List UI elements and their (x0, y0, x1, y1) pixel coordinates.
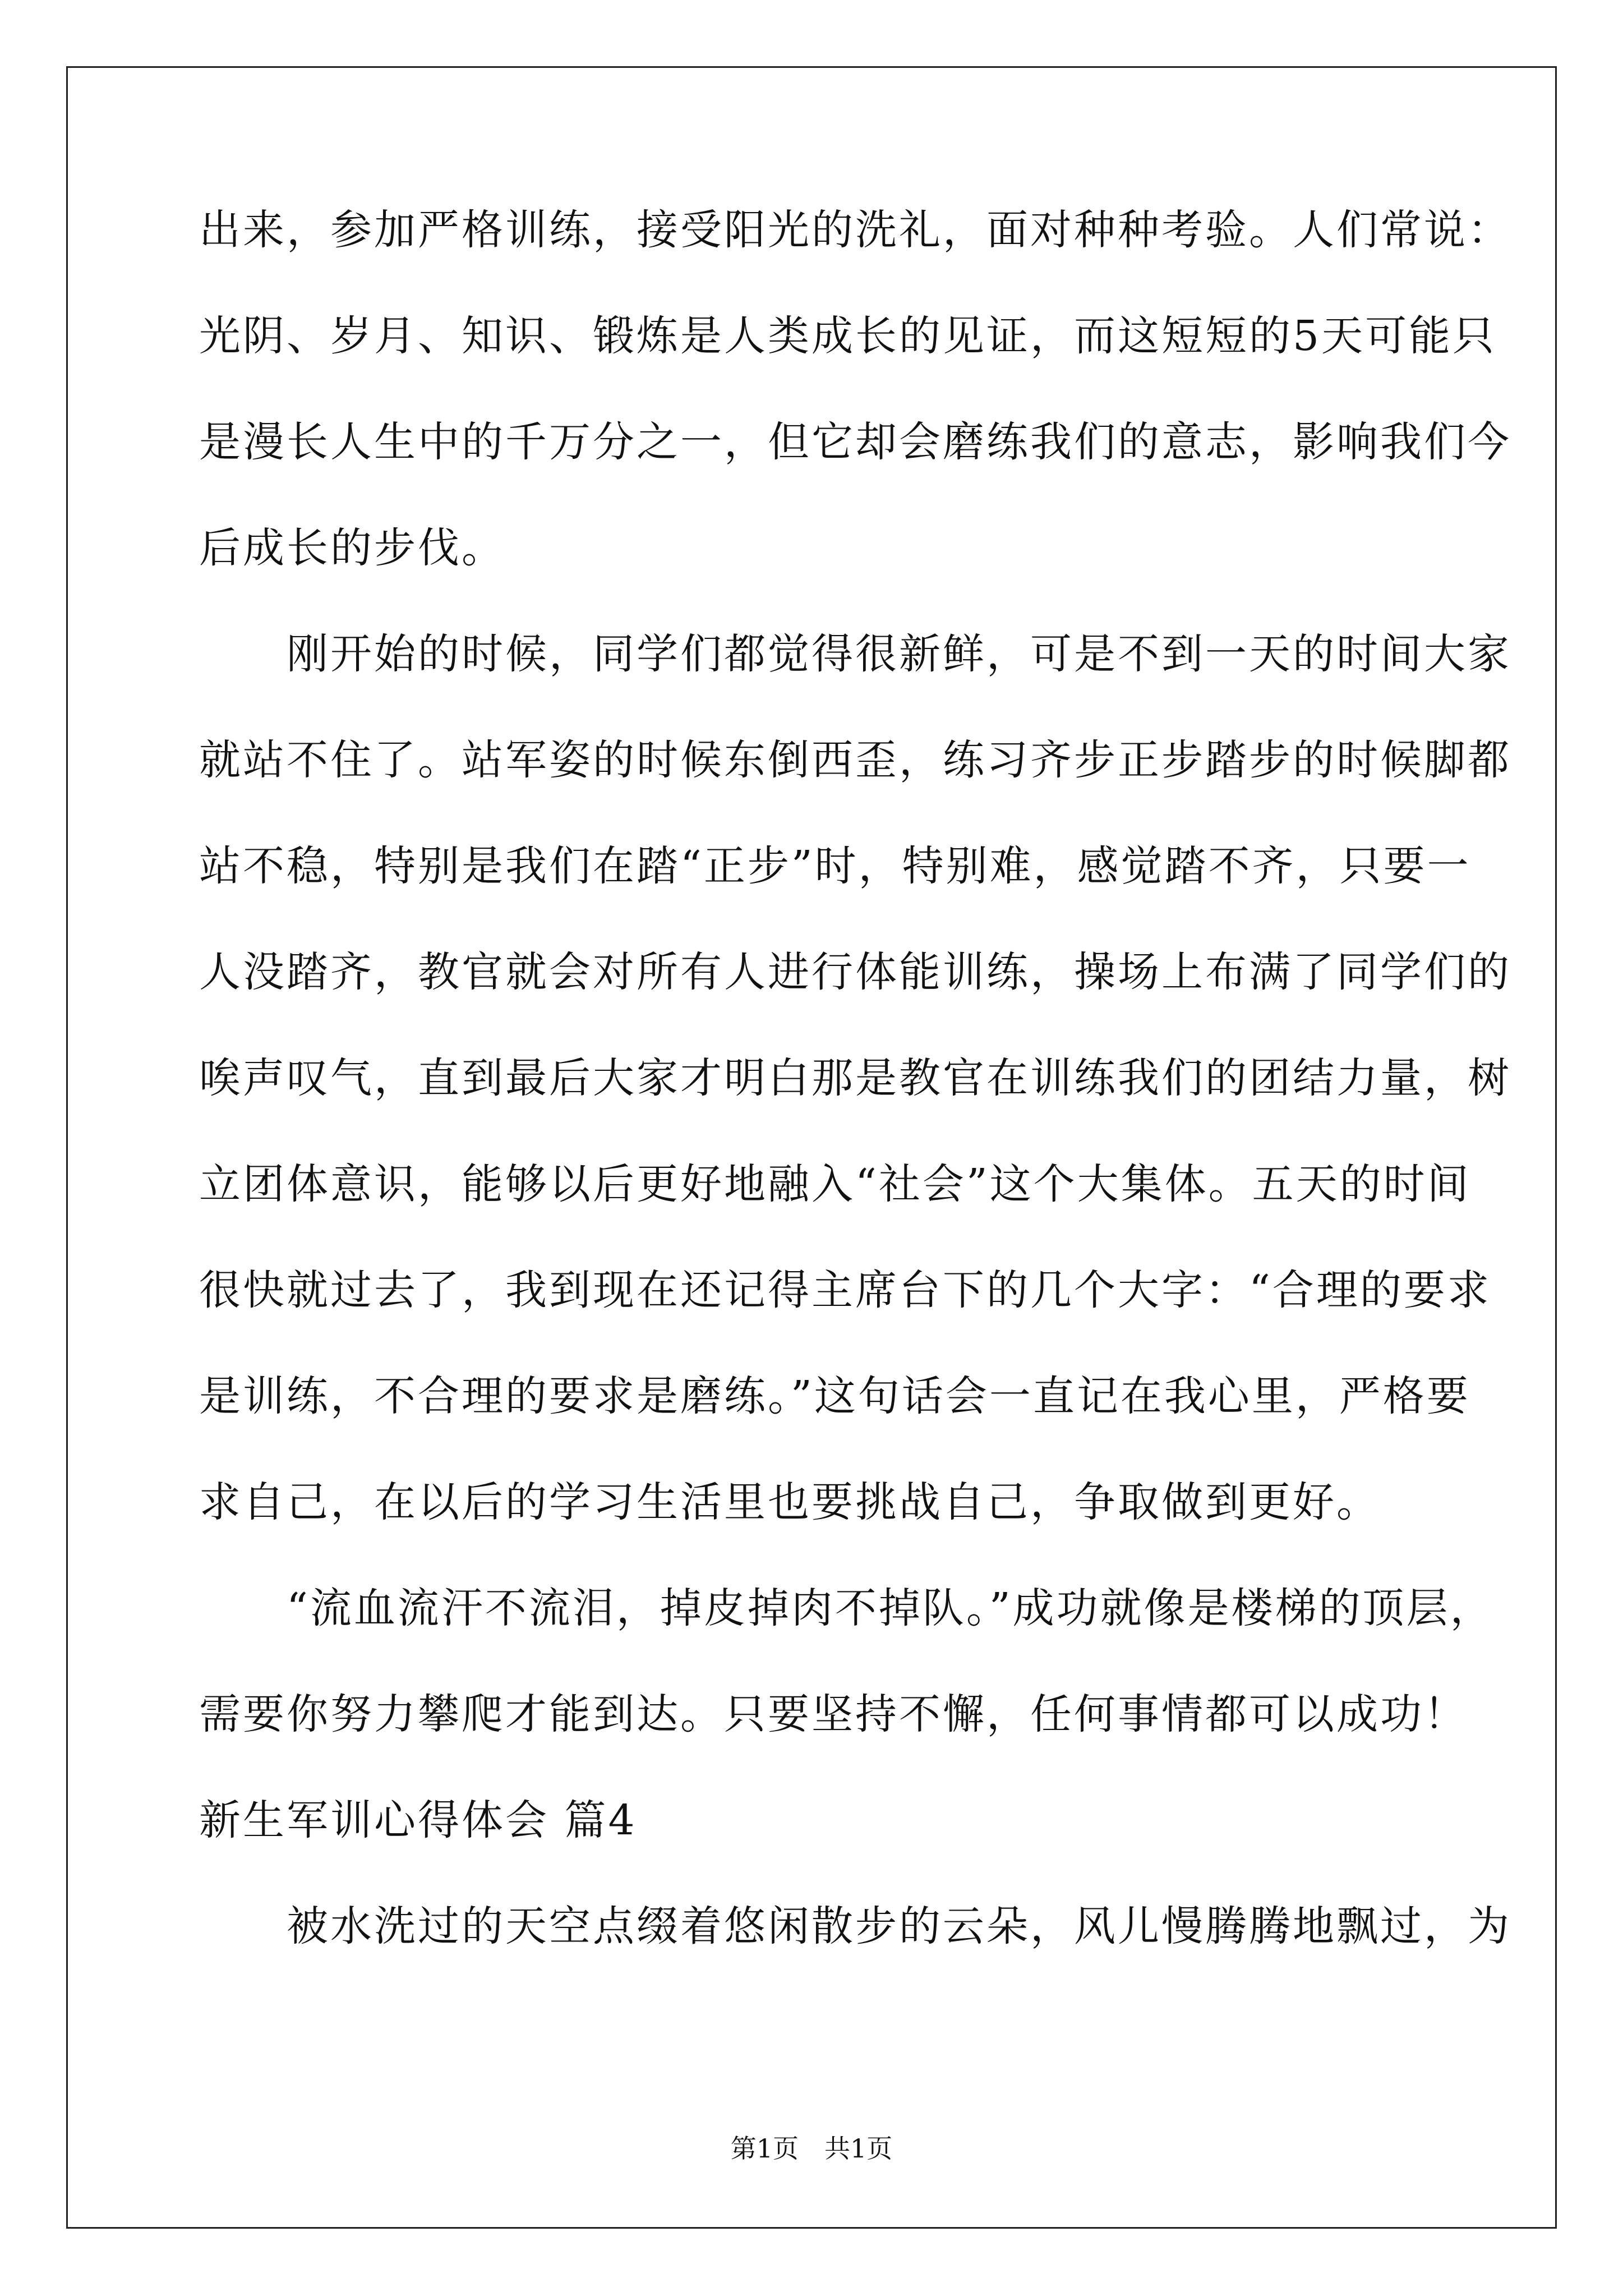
text-line: 出来，参加严格训练，接受阳光的洗礼，面对种种考验。人们常说： (199, 206, 1511, 254)
text-line: 是训练，不合理的要求是磨练。”这句话会一直记在我心里，严格要 (199, 1372, 1470, 1420)
text-line: 需要你努力攀爬才能到达。只要坚持不懈，任何事情都可以成功！ (199, 1690, 1468, 1738)
section-heading: 新生军训心得体会 篇4 (199, 1796, 637, 1844)
text-line: 立团体意识，能够以后更好地融入“社会”这个大集体。五天的时间 (199, 1160, 1471, 1208)
text-line: 很快就过去了，我到现在还记得主席台下的几个大字：“合理的要求 (199, 1266, 1491, 1314)
text-line: “流血流汗不流泪，掉皮掉肉不掉队。”成功就像是楼梯的顶层， (199, 1584, 1494, 1632)
text-line: 求自己，在以后的学习生活里也要挑战自己，争取做到更好。 (199, 1478, 1380, 1526)
text-line: 唉声叹气，直到最后大家才明白那是教官在训练我们的团结力量，树 (199, 1054, 1511, 1102)
text-line: 是漫长人生中的千万分之一，但它却会磨练我们的意志，影响我们今 (199, 418, 1511, 466)
text-line: 人没踏齐，教官就会对所有人进行体能训练，操场上布满了同学们的 (199, 948, 1511, 996)
page-footer: 第1页 共1页 (730, 2133, 893, 2164)
text-line: 被水洗过的天空点缀着悠闲散步的云朵，风儿慢腾腾地飘过，为 (199, 1902, 1511, 1950)
text-line: 后成长的步伐。 (199, 524, 505, 572)
text-line: 站不稳，特别是我们在踏“正步”时，特别难，感觉踏不齐，只要一 (199, 842, 1471, 890)
text-line: 就站不住了。站军姿的时候东倒西歪，练习齐步正步踏步的时候脚都 (199, 736, 1511, 784)
text-line: 光阴、岁月、知识、锻炼是人类成长的见证，而这短短的5天可能只 (199, 312, 1497, 360)
text-line: 刚开始的时候，同学们都觉得很新鲜，可是不到一天的时间大家 (199, 630, 1511, 678)
